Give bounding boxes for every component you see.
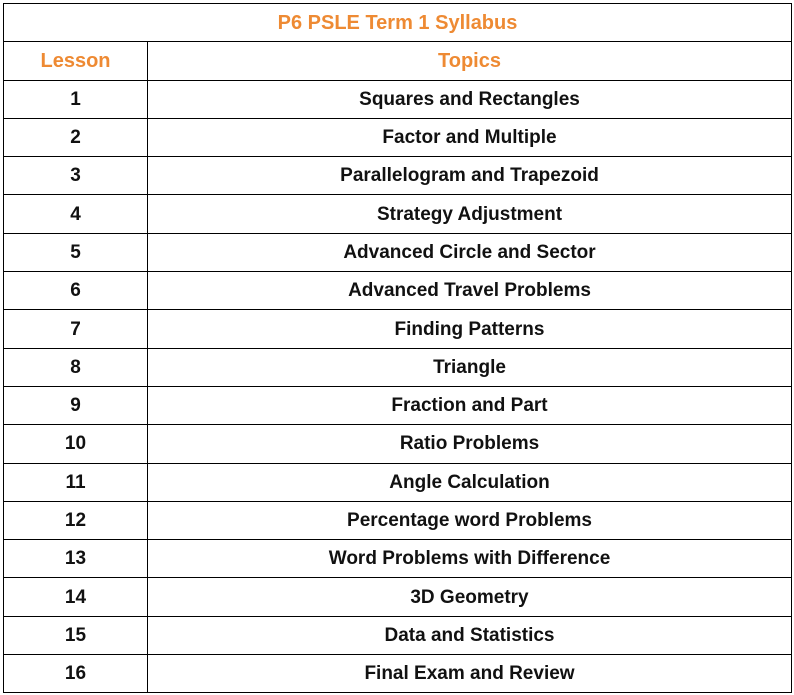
table-row xyxy=(4,233,792,271)
lesson-number: 2 xyxy=(4,118,148,156)
lesson-number: 6 xyxy=(4,272,148,310)
lesson-topic: Fraction and Part xyxy=(148,386,792,424)
lesson-number: 7 xyxy=(4,310,148,348)
lesson-topic: Final Exam and Review xyxy=(148,655,792,693)
table-row xyxy=(4,195,792,233)
lesson-topic: Finding Patterns xyxy=(148,310,792,348)
table-row xyxy=(4,655,792,693)
lesson-topic: Data and Statistics xyxy=(148,616,792,654)
table-row xyxy=(4,616,792,654)
lesson-topic: Factor and Multiple xyxy=(148,118,792,156)
lesson-topic: Advanced Circle and Sector xyxy=(148,233,792,271)
table-row xyxy=(4,348,792,386)
column-header-topics: Topics xyxy=(148,42,792,80)
lesson-number: 12 xyxy=(4,501,148,539)
table-row xyxy=(4,118,792,156)
header-row xyxy=(4,42,792,80)
lesson-topic: Word Problems with Difference xyxy=(148,540,792,578)
lesson-number: 5 xyxy=(4,233,148,271)
title-row xyxy=(4,4,792,42)
table-row xyxy=(4,157,792,195)
lesson-topic: Ratio Problems xyxy=(148,425,792,463)
lesson-topic: Angle Calculation xyxy=(148,463,792,501)
table-row xyxy=(4,272,792,310)
lesson-number: 4 xyxy=(4,195,148,233)
lesson-number: 15 xyxy=(4,616,148,654)
lesson-number: 9 xyxy=(4,386,148,424)
lesson-topic: Strategy Adjustment xyxy=(148,195,792,233)
lesson-topic: 3D Geometry xyxy=(148,578,792,616)
column-header-lesson: Lesson xyxy=(4,42,148,80)
lesson-number: 14 xyxy=(4,578,148,616)
lesson-topic: Percentage word Problems xyxy=(148,501,792,539)
lesson-topic: Triangle xyxy=(148,348,792,386)
table-row xyxy=(4,310,792,348)
syllabus-table xyxy=(3,3,792,693)
table-row xyxy=(4,80,792,118)
lesson-number: 3 xyxy=(4,157,148,195)
lesson-topic: Advanced Travel Problems xyxy=(148,272,792,310)
lesson-number: 1 xyxy=(4,80,148,118)
table-row xyxy=(4,540,792,578)
table-title: P6 PSLE Term 1 Syllabus xyxy=(4,4,792,42)
lesson-number: 13 xyxy=(4,540,148,578)
lesson-number: 16 xyxy=(4,655,148,693)
lesson-number: 10 xyxy=(4,425,148,463)
table-row xyxy=(4,578,792,616)
table-body xyxy=(4,80,792,693)
table-row xyxy=(4,386,792,424)
lesson-topic: Parallelogram and Trapezoid xyxy=(148,157,792,195)
table-row xyxy=(4,501,792,539)
table-row xyxy=(4,463,792,501)
table-row xyxy=(4,425,792,463)
lesson-number: 11 xyxy=(4,463,148,501)
lesson-topic: Squares and Rectangles xyxy=(148,80,792,118)
lesson-number: 8 xyxy=(4,348,148,386)
